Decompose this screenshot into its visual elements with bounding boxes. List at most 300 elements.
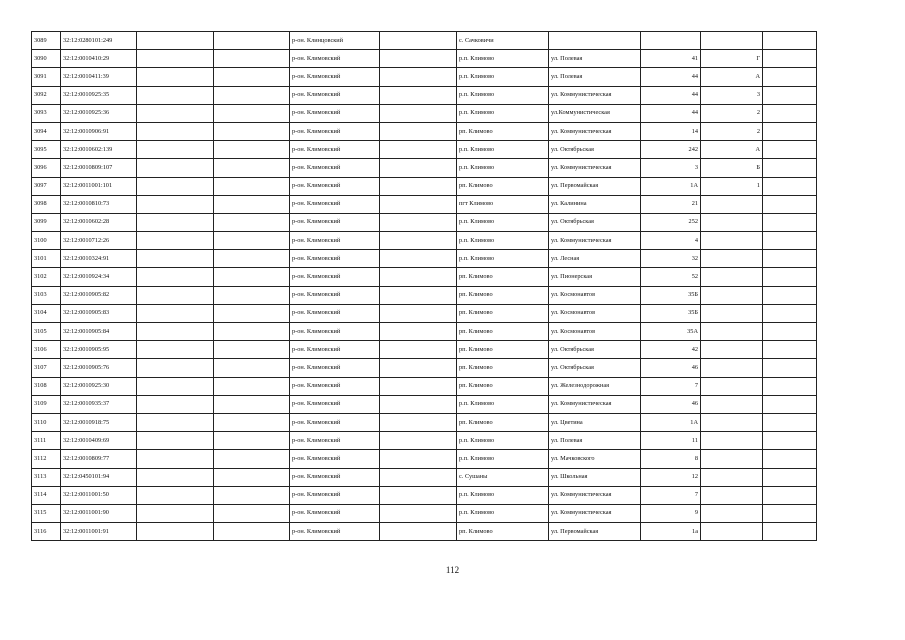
empty-cell [137, 523, 214, 541]
district-cell: р-он. Климовский [290, 523, 380, 541]
locality-cell: р.п. Климово [457, 432, 549, 450]
empty-cell [214, 122, 290, 140]
empty-cell [214, 341, 290, 359]
empty-cell [137, 432, 214, 450]
empty-cell [214, 286, 290, 304]
house-letter-cell [701, 413, 763, 431]
cadastral-number-cell: 32:12:0011001:50 [61, 486, 137, 504]
empty-cell [380, 413, 457, 431]
cadastral-number-cell: 32:12:0010810:73 [61, 195, 137, 213]
house-letter-cell [701, 286, 763, 304]
house-number-cell: 252 [641, 213, 701, 231]
cadastral-number-cell: 32:12:0010409:69 [61, 432, 137, 450]
district-cell: р-он. Климовский [290, 468, 380, 486]
district-cell: р-он. Климовский [290, 268, 380, 286]
table-row [32, 450, 817, 468]
empty-cell [763, 395, 817, 413]
empty-cell [763, 304, 817, 322]
cadastral-number-cell: 32:12:0010411:39 [61, 68, 137, 86]
house-letter-cell: 3 [701, 86, 763, 104]
empty-cell [380, 468, 457, 486]
empty-cell [380, 304, 457, 322]
empty-cell [763, 468, 817, 486]
row-number-cell: 3096 [32, 159, 61, 177]
empty-cell [137, 413, 214, 431]
locality-cell: р.п. Климово [457, 450, 549, 468]
table-row [32, 395, 817, 413]
row-number-cell: 3107 [32, 359, 61, 377]
cadastral-number-cell: 32:12:0010602:28 [61, 213, 137, 231]
empty-cell [137, 122, 214, 140]
district-cell: р-он. Климовский [290, 504, 380, 522]
house-number-cell: 44 [641, 68, 701, 86]
district-cell: р-он. Климовский [290, 359, 380, 377]
empty-cell [763, 413, 817, 431]
empty-cell [214, 304, 290, 322]
house-number-cell [641, 32, 701, 50]
empty-cell [380, 486, 457, 504]
house-letter-cell [701, 359, 763, 377]
house-number-cell: 44 [641, 86, 701, 104]
empty-cell [763, 159, 817, 177]
table-row [32, 468, 817, 486]
row-number-cell: 3090 [32, 50, 61, 68]
empty-cell [763, 432, 817, 450]
empty-cell [137, 86, 214, 104]
house-letter-cell [701, 432, 763, 450]
house-letter-cell [701, 468, 763, 486]
house-number-cell: 35Б [641, 304, 701, 322]
locality-cell: с. Сачковичи [457, 32, 549, 50]
house-letter-cell: А [701, 68, 763, 86]
house-number-cell: 14 [641, 122, 701, 140]
district-cell: р-он. Климовский [290, 104, 380, 122]
row-number-cell: 3102 [32, 268, 61, 286]
row-number-cell: 3098 [32, 195, 61, 213]
street-cell: ул. Мачковского [549, 450, 641, 468]
house-letter-cell [701, 32, 763, 50]
empty-cell [214, 523, 290, 541]
empty-cell [137, 141, 214, 159]
table-body [32, 32, 817, 541]
cadastral-number-cell: 32:12:0450101:94 [61, 468, 137, 486]
district-cell: р-он. Климовский [290, 395, 380, 413]
row-number-cell: 3092 [32, 86, 61, 104]
empty-cell [380, 195, 457, 213]
district-cell: р-он. Климовский [290, 250, 380, 268]
table-row [32, 32, 817, 50]
row-number-cell: 3099 [32, 213, 61, 231]
empty-cell [763, 323, 817, 341]
house-number-cell: 44 [641, 104, 701, 122]
empty-cell [137, 341, 214, 359]
empty-cell [137, 450, 214, 468]
table-row [32, 195, 817, 213]
house-number-cell: 242 [641, 141, 701, 159]
cadastral-number-cell: 32:12:0011001:91 [61, 523, 137, 541]
district-cell: р-он. Климовский [290, 68, 380, 86]
table-row [32, 250, 817, 268]
locality-cell: р.п. Климово [457, 250, 549, 268]
district-cell: р-он. Климовский [290, 177, 380, 195]
table-row [32, 86, 817, 104]
street-cell: ул. Коммунистическая [549, 122, 641, 140]
street-cell: ул. Космонавтов [549, 323, 641, 341]
street-cell: ул. Полевая [549, 432, 641, 450]
house-letter-cell: 2 [701, 104, 763, 122]
empty-cell [763, 32, 817, 50]
empty-cell [380, 68, 457, 86]
house-letter-cell [701, 395, 763, 413]
house-letter-cell: А [701, 141, 763, 159]
empty-cell [214, 413, 290, 431]
cadastral-number-cell: 32:12:0010809:107 [61, 159, 137, 177]
empty-cell [137, 323, 214, 341]
row-number-cell: 3101 [32, 250, 61, 268]
table-row [32, 50, 817, 68]
empty-cell [380, 177, 457, 195]
house-letter-cell [701, 304, 763, 322]
row-number-cell: 3112 [32, 450, 61, 468]
empty-cell [380, 341, 457, 359]
empty-cell [214, 377, 290, 395]
house-letter-cell [701, 341, 763, 359]
row-number-cell: 3091 [32, 68, 61, 86]
empty-cell [214, 104, 290, 122]
locality-cell: р.п. Климово [457, 50, 549, 68]
cadastral-number-cell: 32:12:0010324:91 [61, 250, 137, 268]
district-cell: р-он. Климовский [290, 486, 380, 504]
district-cell: р-он. Климовский [290, 304, 380, 322]
locality-cell: р.п. Климово [457, 86, 549, 104]
cadastral-number-cell: 32:12:0010925:36 [61, 104, 137, 122]
cadastral-number-cell: 32:12:0010905:82 [61, 286, 137, 304]
street-cell [549, 32, 641, 50]
house-letter-cell [701, 523, 763, 541]
row-number-cell: 3094 [32, 122, 61, 140]
district-cell: р-он. Климовский [290, 159, 380, 177]
district-cell: р-он. Климовский [290, 195, 380, 213]
table-row [32, 286, 817, 304]
table-row [32, 523, 817, 541]
empty-cell [214, 232, 290, 250]
empty-cell [380, 86, 457, 104]
locality-cell: р.п. Климово [457, 68, 549, 86]
empty-cell [763, 450, 817, 468]
empty-cell [214, 159, 290, 177]
house-number-cell: 4 [641, 232, 701, 250]
house-letter-cell [701, 232, 763, 250]
house-number-cell: 35А [641, 323, 701, 341]
empty-cell [137, 232, 214, 250]
district-cell: р-он. Климовский [290, 50, 380, 68]
row-number-cell: 3104 [32, 304, 61, 322]
street-cell: ул. Космонавтов [549, 286, 641, 304]
district-cell: р-он. Климовский [290, 213, 380, 231]
empty-cell [137, 213, 214, 231]
locality-cell: рп. Климово [457, 523, 549, 541]
cadastral-number-cell: 32:12:0011001:101 [61, 177, 137, 195]
locality-cell: рп. Климово [457, 286, 549, 304]
empty-cell [763, 86, 817, 104]
district-cell: р-он. Клинцовский [290, 32, 380, 50]
row-number-cell: 3114 [32, 486, 61, 504]
street-cell: ул. Школьная [549, 468, 641, 486]
empty-cell [763, 68, 817, 86]
house-letter-cell [701, 450, 763, 468]
district-cell: р-он. Климовский [290, 432, 380, 450]
empty-cell [763, 377, 817, 395]
table-row [32, 323, 817, 341]
street-cell: ул. Цветина [549, 413, 641, 431]
table-row [32, 104, 817, 122]
empty-cell [137, 359, 214, 377]
house-letter-cell [701, 213, 763, 231]
row-number-cell: 3097 [32, 177, 61, 195]
table-row [32, 377, 817, 395]
empty-cell [137, 177, 214, 195]
empty-cell [137, 195, 214, 213]
district-cell: р-он. Климовский [290, 122, 380, 140]
table-row [32, 159, 817, 177]
empty-cell [137, 68, 214, 86]
empty-cell [137, 50, 214, 68]
house-number-cell: 7 [641, 377, 701, 395]
district-cell: р-он. Климовский [290, 413, 380, 431]
street-cell: ул. Космонавтов [549, 304, 641, 322]
district-cell: р-он. Климовский [290, 86, 380, 104]
house-number-cell: 35Б [641, 286, 701, 304]
locality-cell: пгт Климово [457, 195, 549, 213]
cadastral-number-cell: 32:12:0010809:77 [61, 450, 137, 468]
table-row [32, 504, 817, 522]
empty-cell [137, 286, 214, 304]
cadastral-number-cell: 32:12:0010602:139 [61, 141, 137, 159]
house-number-cell: 42 [641, 341, 701, 359]
table-row [32, 359, 817, 377]
locality-cell: рп. Климово [457, 177, 549, 195]
empty-cell [137, 395, 214, 413]
house-letter-cell: 2 [701, 122, 763, 140]
empty-cell [137, 504, 214, 522]
empty-cell [214, 250, 290, 268]
cadastral-number-cell: 32:12:0010925:30 [61, 377, 137, 395]
house-letter-cell [701, 504, 763, 522]
street-cell: ул. Октябрьская [549, 141, 641, 159]
table-row [32, 268, 817, 286]
street-cell: ул. Пионерская [549, 268, 641, 286]
empty-cell [763, 486, 817, 504]
empty-cell [763, 104, 817, 122]
locality-cell: р.п. Климово [457, 213, 549, 231]
empty-cell [137, 468, 214, 486]
house-number-cell: 46 [641, 395, 701, 413]
cadastral-number-cell: 32:12:0010905:84 [61, 323, 137, 341]
empty-cell [380, 323, 457, 341]
empty-cell [380, 159, 457, 177]
locality-cell: р.п. Климово [457, 504, 549, 522]
house-number-cell: 3 [641, 159, 701, 177]
house-letter-cell [701, 486, 763, 504]
empty-cell [214, 468, 290, 486]
empty-cell [380, 250, 457, 268]
empty-cell [137, 377, 214, 395]
empty-cell [380, 268, 457, 286]
cadastral-number-cell: 32:12:0010906:91 [61, 122, 137, 140]
house-letter-cell [701, 195, 763, 213]
empty-cell [763, 268, 817, 286]
empty-cell [380, 395, 457, 413]
cadastral-number-cell: 32:12:0010712:26 [61, 232, 137, 250]
house-number-cell: 21 [641, 195, 701, 213]
street-cell: ул. Октябрьская [549, 359, 641, 377]
empty-cell [214, 268, 290, 286]
row-number-cell: 3106 [32, 341, 61, 359]
empty-cell [214, 177, 290, 195]
row-number-cell: 3116 [32, 523, 61, 541]
empty-cell [380, 213, 457, 231]
empty-cell [380, 32, 457, 50]
empty-cell [380, 286, 457, 304]
street-cell: ул. Октябрьская [549, 213, 641, 231]
locality-cell: р.п. Климово [457, 141, 549, 159]
row-number-cell: 3100 [32, 232, 61, 250]
empty-cell [763, 359, 817, 377]
district-cell: р-он. Климовский [290, 286, 380, 304]
house-letter-cell: 1 [701, 177, 763, 195]
empty-cell [137, 268, 214, 286]
house-number-cell: 32 [641, 250, 701, 268]
street-cell: ул. Коммунистическая [549, 86, 641, 104]
empty-cell [763, 523, 817, 541]
house-number-cell: 1А [641, 413, 701, 431]
street-cell: ул. Коммунистическая [549, 232, 641, 250]
table-row [32, 213, 817, 231]
empty-cell [763, 195, 817, 213]
house-number-cell: 11 [641, 432, 701, 450]
locality-cell: с. Сушаны [457, 468, 549, 486]
house-number-cell: 8 [641, 450, 701, 468]
empty-cell [380, 450, 457, 468]
empty-cell [763, 141, 817, 159]
district-cell: р-он. Климовский [290, 323, 380, 341]
district-cell: р-он. Климовский [290, 141, 380, 159]
row-number-cell: 3103 [32, 286, 61, 304]
empty-cell [214, 395, 290, 413]
cadastral-number-cell: 32:12:0010918:75 [61, 413, 137, 431]
locality-cell: р.п. Климово [457, 395, 549, 413]
table-row [32, 304, 817, 322]
row-number-cell: 3111 [32, 432, 61, 450]
row-number-cell: 3109 [32, 395, 61, 413]
locality-cell: рп. Климово [457, 122, 549, 140]
empty-cell [214, 68, 290, 86]
locality-cell: р.п. Климово [457, 486, 549, 504]
empty-cell [763, 286, 817, 304]
house-letter-cell [701, 250, 763, 268]
street-cell: ул. Октябрьская [549, 341, 641, 359]
row-number-cell: 3110 [32, 413, 61, 431]
locality-cell: рп. Климово [457, 359, 549, 377]
empty-cell [380, 104, 457, 122]
empty-cell [214, 213, 290, 231]
house-letter-cell [701, 268, 763, 286]
street-cell: ул. Коммунистическая [549, 159, 641, 177]
empty-cell [214, 486, 290, 504]
empty-cell [137, 104, 214, 122]
empty-cell [380, 141, 457, 159]
empty-cell [763, 341, 817, 359]
empty-cell [380, 523, 457, 541]
street-cell: ул. Лесная [549, 250, 641, 268]
table-row [32, 232, 817, 250]
table-row [32, 68, 817, 86]
table-row [32, 486, 817, 504]
empty-cell [137, 32, 214, 50]
registry-table [31, 31, 817, 541]
locality-cell: рп. Климово [457, 413, 549, 431]
locality-cell: рп. Климово [457, 377, 549, 395]
empty-cell [214, 32, 290, 50]
street-cell: ул.Коммунистическая [549, 104, 641, 122]
locality-cell: рп. Климово [457, 304, 549, 322]
house-number-cell: 9 [641, 504, 701, 522]
row-number-cell: 3105 [32, 323, 61, 341]
district-cell: р-он. Климовский [290, 232, 380, 250]
street-cell: ул. Коммунистическая [549, 395, 641, 413]
empty-cell [214, 86, 290, 104]
street-cell: ул. Железнодорожная [549, 377, 641, 395]
house-number-cell: 7 [641, 486, 701, 504]
locality-cell: р.п. Климово [457, 104, 549, 122]
empty-cell [763, 122, 817, 140]
district-cell: р-он. Климовский [290, 377, 380, 395]
empty-cell [214, 50, 290, 68]
empty-cell [380, 122, 457, 140]
cadastral-number-cell: 32:12:0010905:95 [61, 341, 137, 359]
district-cell: р-он. Климовский [290, 341, 380, 359]
empty-cell [137, 486, 214, 504]
locality-cell: рп. Климово [457, 323, 549, 341]
table-row [32, 122, 817, 140]
table-row [32, 413, 817, 431]
locality-cell: р.п. Климово [457, 159, 549, 177]
street-cell: ул. Калинина [549, 195, 641, 213]
cadastral-number-cell: 32:12:0010905:76 [61, 359, 137, 377]
locality-cell: р.п. Климово [457, 232, 549, 250]
empty-cell [137, 304, 214, 322]
cadastral-number-cell: 32:12:0010925:35 [61, 86, 137, 104]
cadastral-number-cell: 32:12:0010905:83 [61, 304, 137, 322]
street-cell: ул. Первомайская [549, 177, 641, 195]
row-number-cell: 3093 [32, 104, 61, 122]
empty-cell [763, 50, 817, 68]
empty-cell [214, 450, 290, 468]
empty-cell [763, 213, 817, 231]
empty-cell [137, 159, 214, 177]
empty-cell [214, 359, 290, 377]
empty-cell [380, 504, 457, 522]
empty-cell [214, 141, 290, 159]
house-letter-cell [701, 377, 763, 395]
district-cell: р-он. Климовский [290, 450, 380, 468]
empty-cell [214, 504, 290, 522]
table-row [32, 341, 817, 359]
street-cell: ул. Полевая [549, 68, 641, 86]
table-row [32, 141, 817, 159]
empty-cell [763, 177, 817, 195]
street-cell: ул. Полевая [549, 50, 641, 68]
